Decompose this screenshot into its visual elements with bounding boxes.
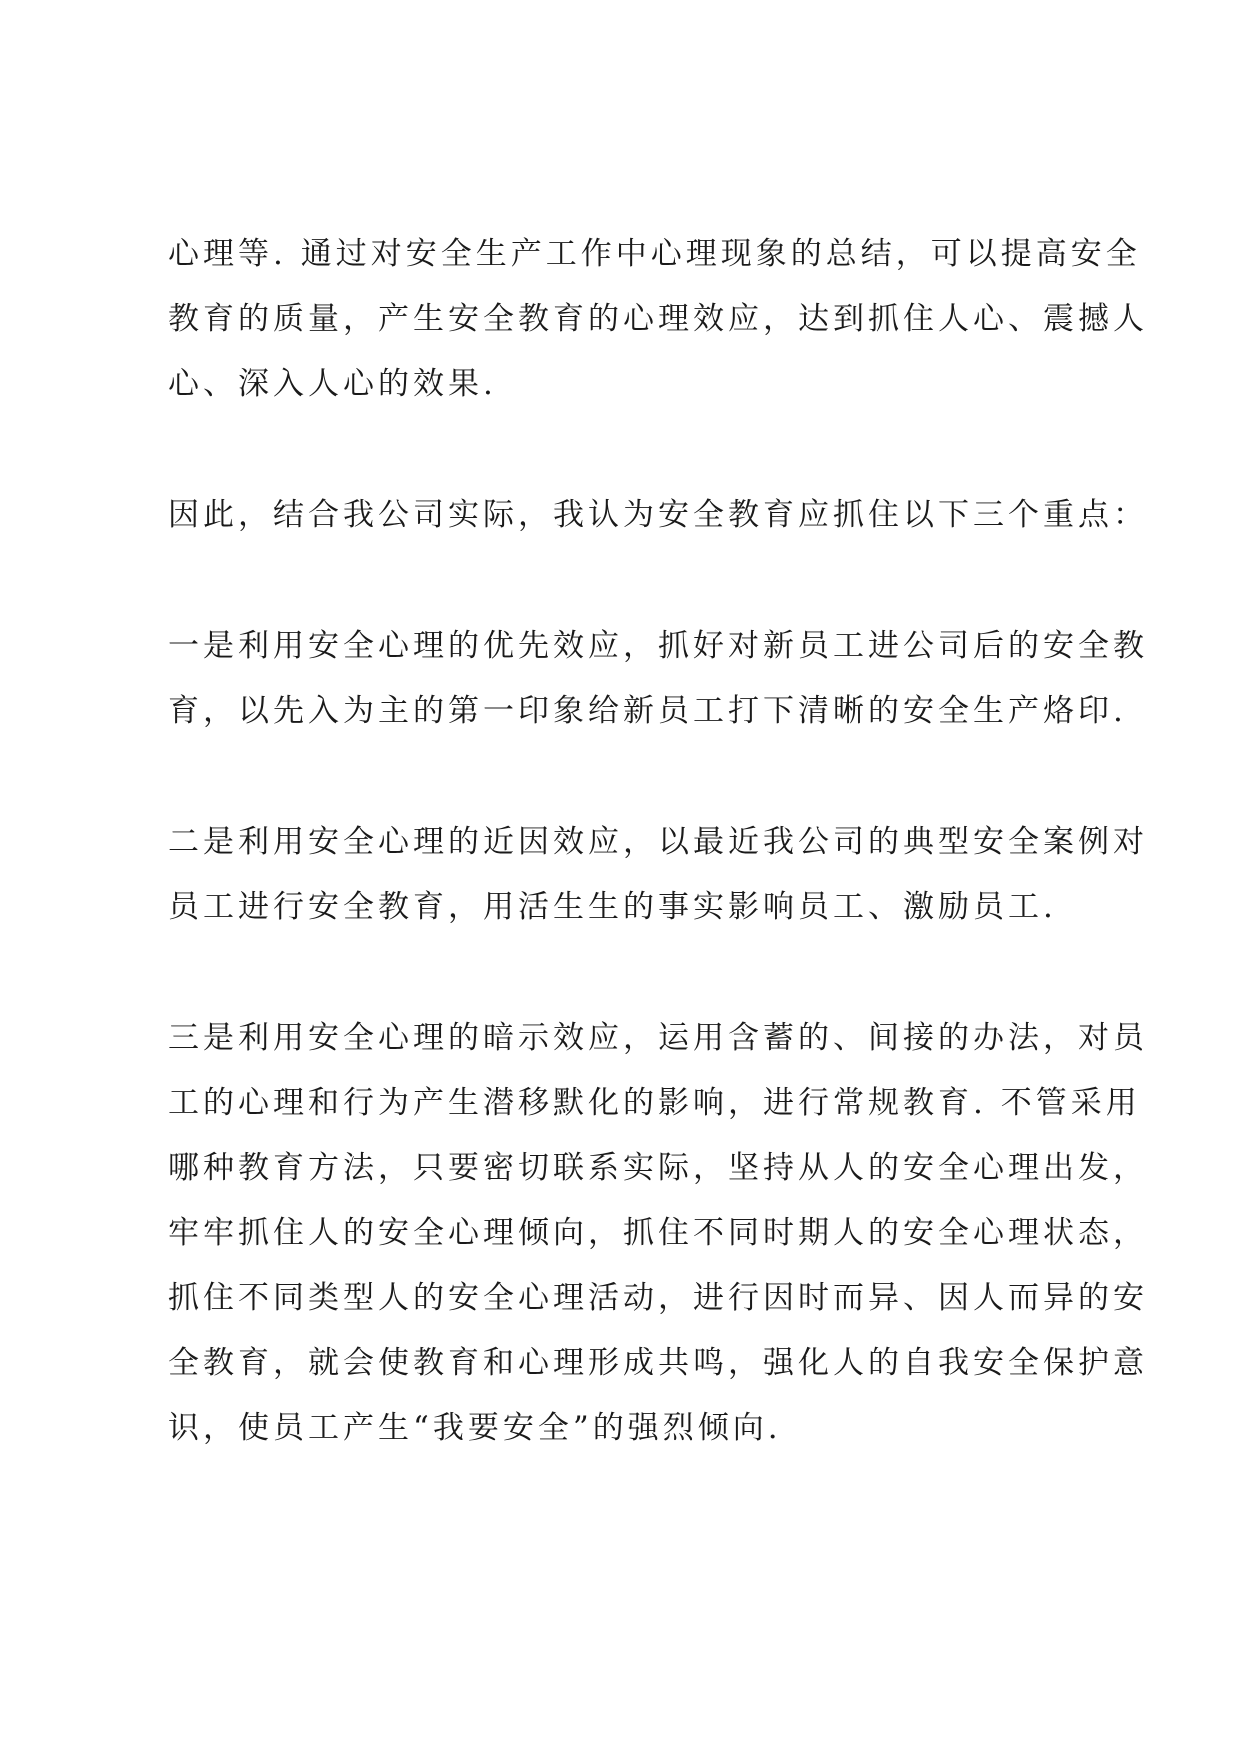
text-line: 全教育，就会使教育和心理形成共鸣，强化人的自我安全保护意 xyxy=(168,1345,1148,1381)
text-line: 二是利用安全心理的近因效应，以最近我公司的典型安全案例对 xyxy=(168,824,1148,860)
document-body xyxy=(168,222,1148,1461)
paragraph-point-one xyxy=(168,614,1148,744)
text-line: 抓住不同类型人的安全心理活动，进行因时而异、因人而异的安 xyxy=(168,1280,1148,1316)
text-line: 育，以先入为主的第一印象给新员工打下清晰的安全生产烙印. xyxy=(168,693,1127,729)
text-line: 识，使员工产生“我要安全”的强烈倾向. xyxy=(168,1410,782,1446)
paragraph-gap xyxy=(168,744,1098,810)
text-line: 教育的质量，产生安全教育的心理效应，达到抓住人心、震撼人 xyxy=(168,301,1148,337)
paragraph-point-two xyxy=(168,810,1148,940)
text-line: 哪种教育方法，只要密切联系实际，坚持从人的安全心理出发， xyxy=(168,1150,1148,1186)
paragraph-gap xyxy=(168,940,1098,1006)
text-line: 一是利用安全心理的优先效应，抓好对新员工进公司后的安全教 xyxy=(168,628,1148,664)
text-line: 牢牢抓住人的安全心理倾向，抓住不同时期人的安全心理状态， xyxy=(168,1215,1148,1251)
text-line: 因此，结合我公司实际，我认为安全教育应抓住以下三个重点： xyxy=(168,497,1148,533)
text-line: 员工进行安全教育，用活生生的事实影响员工、激励员工. xyxy=(168,889,1057,925)
text-line: 工的心理和行为产生潜移默化的影响，进行常规教育. 不管采用 xyxy=(168,1085,1141,1121)
paragraph-point-three xyxy=(168,1006,1148,1461)
text-line: 心、深入人心的效果. xyxy=(168,366,497,402)
text-line: 三是利用安全心理的暗示效应，运用含蓄的、间接的办法，对员 xyxy=(168,1020,1148,1056)
text-line: 心理等. 通过对安全生产工作中心理现象的总结，可以提高安全 xyxy=(168,236,1141,272)
paragraph-gap xyxy=(168,548,1098,614)
paragraph-gap xyxy=(168,417,1098,483)
paragraph-psychology-summary xyxy=(168,222,1148,417)
paragraph-three-points-intro xyxy=(168,483,1148,548)
